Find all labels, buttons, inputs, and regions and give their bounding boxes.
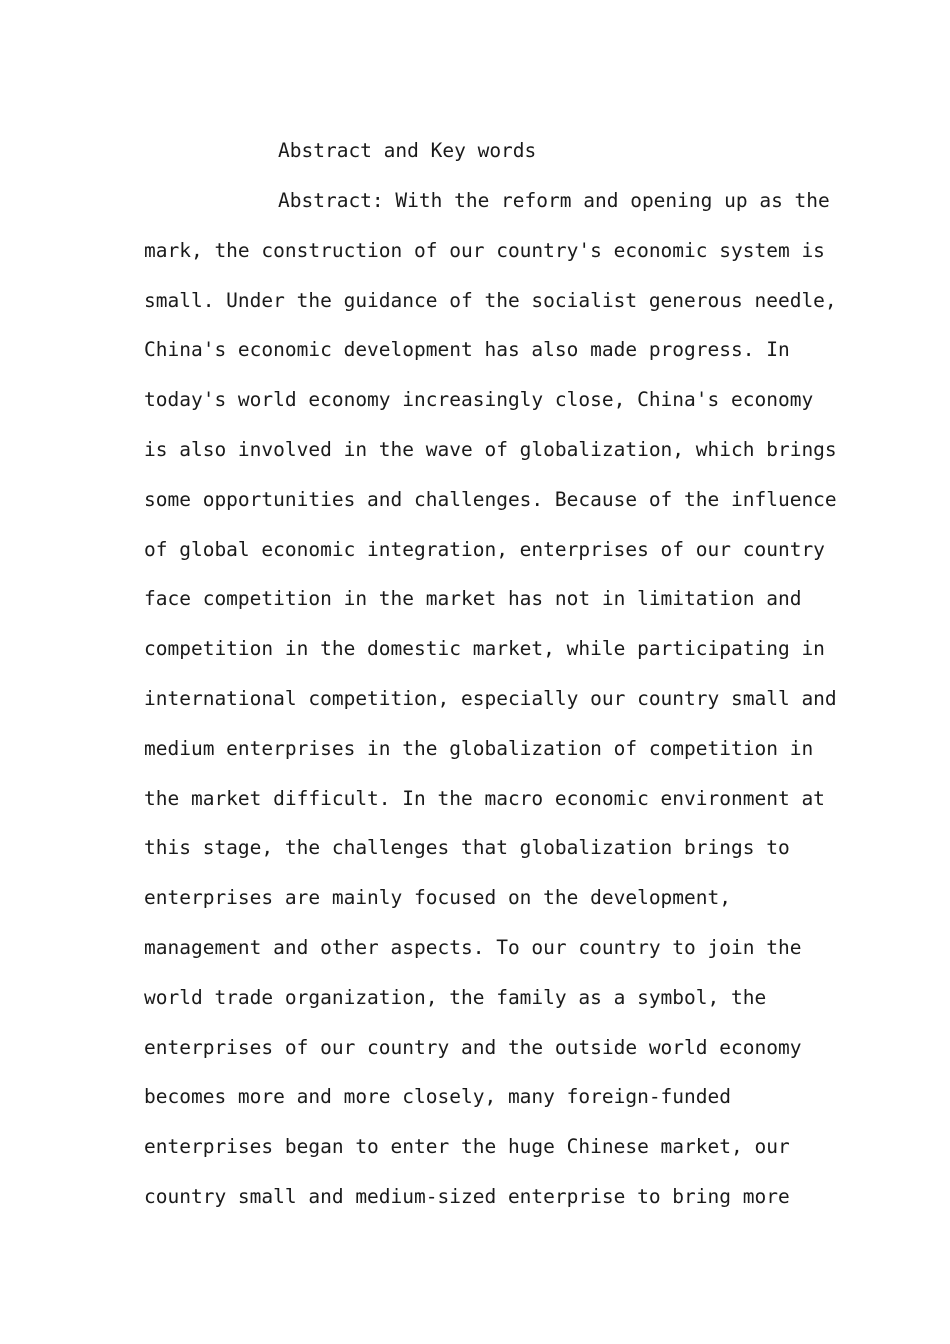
abstract-line: becomes more and more closely, many foreign-funded xyxy=(144,1085,731,1109)
abstract-line: today's world economy increasingly close, China's economy xyxy=(144,388,814,412)
abstract-line: is also involved in the wave of globalization, which brings xyxy=(144,437,837,461)
abstract-line: some opportunities and challenges. Because of the influence xyxy=(144,487,837,511)
abstract-line: medium enterprises in the globalization of competition in xyxy=(144,736,814,760)
abstract-line: mark, the construction of our country's economic system is xyxy=(144,238,825,262)
abstract-line: Abstract: With the reform and opening up as the xyxy=(278,189,830,212)
abstract-paragraph xyxy=(144,188,837,1234)
abstract-line: enterprises of our country and the outside world economy xyxy=(144,1035,802,1059)
abstract-line: this stage, the challenges that globalization brings to xyxy=(144,836,790,860)
abstract-line: country small and medium-sized enterprise to bring more xyxy=(144,1184,790,1208)
abstract-line: enterprises began to enter the huge Chinese market, our xyxy=(144,1135,790,1159)
abstract-line: China's economic development has also made progress. In xyxy=(144,338,790,362)
abstract-line: of global economic integration, enterprises of our country xyxy=(144,537,825,561)
abstract-line: international competition, especially our country small and xyxy=(144,686,837,710)
abstract-line: face competition in the market has not in limitation and xyxy=(144,587,802,611)
abstract-line: world trade organization, the family as a symbol, the xyxy=(144,985,767,1009)
abstract-line: competition in the domestic market, while participating in xyxy=(144,637,825,661)
section-heading: Abstract and Key words xyxy=(278,139,537,162)
abstract-line: small. Under the guidance of the socialist generous needle, xyxy=(144,288,837,312)
abstract-line: enterprises are mainly focused on the development, xyxy=(144,886,731,910)
abstract-line: the market difficult. In the macro economic environment at xyxy=(144,786,825,810)
abstract-line: management and other aspects. To our country to join the xyxy=(144,935,802,959)
